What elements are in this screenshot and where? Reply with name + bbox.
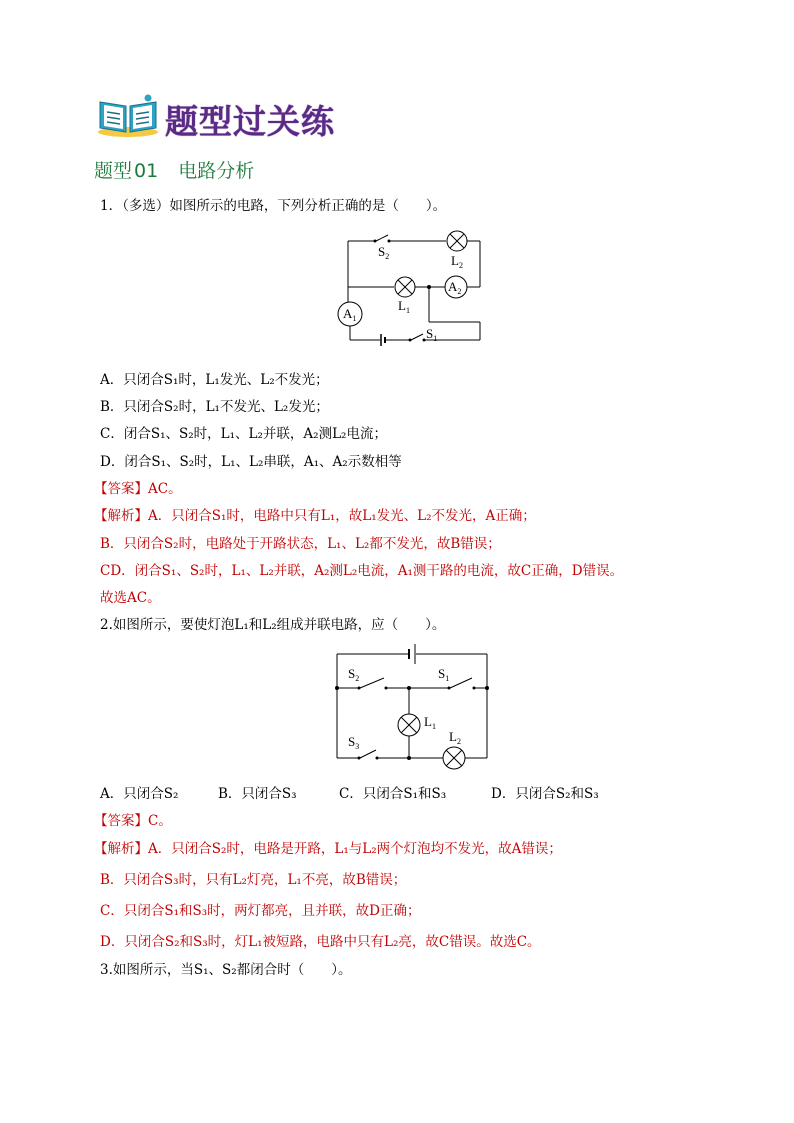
q1-option-a: A．只闭合S₁时，L₁发光、L₂不发光； <box>100 372 329 388</box>
q2-label-s2: $S_2$ <box>348 666 360 683</box>
q2-label-l2: $L_2$ <box>449 729 461 746</box>
q1-label-s1: $S_1$ <box>426 326 438 343</box>
q1-option-c: C．闭合S₁、S₂时，L₁、L₂并联，A₂测L₂电流； <box>100 426 387 442</box>
q2-option-c: C．只闭合S₁和S₃ <box>339 786 447 802</box>
q2-analysis-4: D．只闭合S₂和S₃时，灯L₁被短路，电路中只有L₂亮，故C错误。故选C。 <box>100 934 541 950</box>
q2-label-s1: $S_1$ <box>438 666 450 683</box>
q1-stem: 1．（多选）如图所示的电路，下列分析正确的是（ ）。 <box>100 198 447 214</box>
q1-analysis-1: 【解析】A．只闭合S₁时，电路中只有L₁，故L₁发光、L₂不发光，A正确； <box>94 508 536 524</box>
q1-answer: 【答案】AC。 <box>94 481 182 497</box>
q1-label-a1: $A_1$ <box>343 306 357 323</box>
q1-analysis-3: CD．闭合S₁、S₂时，L₁、L₂并联，A₂测L₂电流，A₁测干路的电流，故C正确，D错误。 <box>100 563 624 579</box>
q1-label-a2: $A_2$ <box>448 279 462 296</box>
q1-label-l1: $L_1$ <box>398 298 410 315</box>
section-label: 题型 <box>94 160 133 182</box>
q1-label-s2: $S_2$ <box>378 244 390 261</box>
q2-stem: 2.如图所示，要使灯泡L₁和L₂组成并联电路，应（ ）。 <box>100 617 446 633</box>
q2-answer: 【答案】C。 <box>94 813 172 829</box>
q1-label-l2: $L_2$ <box>451 253 463 270</box>
q2-option-d: D．只闭合S₂和S₃ <box>491 786 599 802</box>
q2-option-b: B．只闭合S₃ <box>218 786 297 802</box>
q1-circuit-diagram <box>330 228 490 350</box>
page-title: 题型过关练 <box>165 102 335 141</box>
section-heading <box>94 156 254 183</box>
q3-stem: 3.如图所示，当S₁、S₂都闭合时（ ）。 <box>100 962 352 978</box>
q2-analysis-2: B．只闭合S₃时，只有L₂灯亮，L₁不亮，故B错误； <box>100 872 407 888</box>
q1-analysis-4: 故选AC。 <box>100 590 161 606</box>
q1-option-d: D．闭合S₁、S₂时，L₁、L₂串联，A₁、A₂示数相等 <box>100 454 402 470</box>
q1-analysis-2: B．只闭合S₂时，电路处于开路状态，L₁、L₂都不发光，故B错误； <box>100 536 501 552</box>
q2-circuit-diagram <box>330 644 492 772</box>
section-number: 01 <box>134 160 159 182</box>
q2-option-a: A．只闭合S₂ <box>100 786 179 802</box>
q1-option-b: B．只闭合S₂时，L₁不发光、L₂发光； <box>100 399 329 415</box>
q2-analysis-3: C．只闭合S₁和S₃时，两灯都亮，且并联，故D正确； <box>100 903 421 919</box>
book-icon <box>96 94 160 138</box>
q2-label-l1: $L_1$ <box>424 714 436 731</box>
section-name: 电路分析 <box>178 160 255 182</box>
q2-label-s3: $S_3$ <box>348 734 360 751</box>
q2-analysis-1: 【解析】A．只闭合S₂时，电路是开路，L₁与L₂两个灯泡均不发光，故A错误； <box>94 841 562 857</box>
